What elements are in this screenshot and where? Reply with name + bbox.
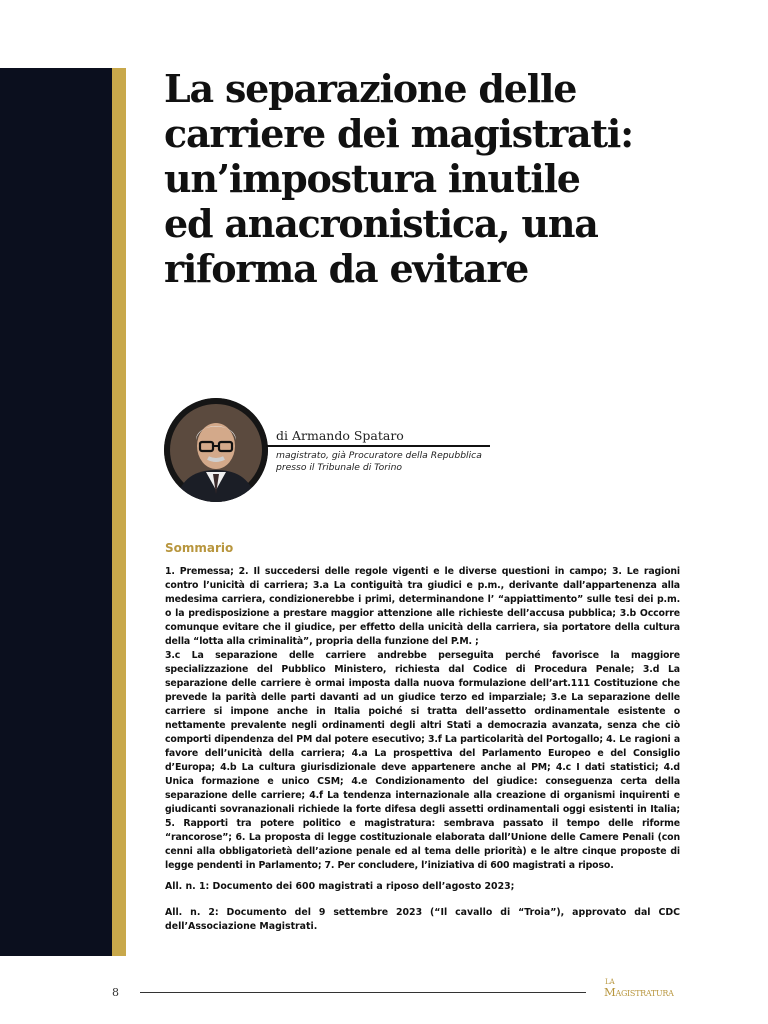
attachments-list <box>165 880 680 946</box>
summary-paragraph: 3.c La separazione delle carriere andrebbe perseguita perché favorisce la maggiore specializzazione del Pubblico Ministero, richiesta dal Codice di Procedura Penale; 3.d La separazione delle carriere è ormai imposta dalla nuova formulazione dell’art.111 Costituzione che prevede la parità delle parti davanti ad un giudice terzo ed imparziale; 3.e La separazione delle carriere si impone anche in Italia poiché si tratta dell’assetto ordinamentale esistente o nettamente prevalente negli ordinamenti degli altri Stati a democrazia avanzata, senza che ciò comporti dipendenza del PM dal potere esecutivo; 3.f La particolarità del Portogallo; 4. Le ragioni a favore dell’unicità della carriera; 4.a La prospettiva del Parlamento Europeo e del Consiglio d’Europa; 4.b La cultura giurisdizionale deve appartenere anche al PM; 4.c I dati statistici; 4.d Unica formazione e unico CSM; 4.e Condizionamento del giudice: conseguenza certa della separazione delle carriere; 4.f La tendenza internazionale alla creazione di organismi inquirenti e giudicanti sovranazionali richiede la forte difesa degli assetti ordinamentali oggi esistenti in Italia; 5. Rapporti tra potere politico e magistratura: sembrava passato il tempo delle riforme “rancorose”; 6. La proposta di legge costituzionale elaborata dall’Unione delle Camere Penali (con cenni alla obbligatorietà dell’azione penale ed al tema delle priorità) e le altre cinque proposte di legge pendenti in Parlamento; 7. Per concludere, l’iniziativa di 600 magistrati a riposo. <box>165 650 680 871</box>
byline-divider <box>266 445 490 447</box>
attachment-item: All. n. 1: Documento dei 600 magistrati a riposo dell’agosto 2023; <box>165 881 515 892</box>
article-title <box>164 66 724 291</box>
footer-divider <box>140 992 586 993</box>
attachment-item: All. n. 2: Documento del 9 settembre 2023 (“Il cavallo di “Troia”), approvato dal CDC dell’Associazione Magistrati. <box>165 907 680 932</box>
sidebar-gold-stripe <box>112 68 126 956</box>
summary-body <box>165 565 680 873</box>
author-role-line: magistrato, già Procuratore della Repubblica <box>276 450 482 461</box>
author-portrait <box>164 398 268 502</box>
title-line: riforma da evitare <box>164 246 529 291</box>
page-number: 8 <box>112 986 119 999</box>
author-role <box>276 450 496 474</box>
logo-wordmark: Magistratura <box>604 985 674 999</box>
magazine-logo <box>604 978 704 1004</box>
logo-prefix: LA <box>605 978 615 986</box>
sidebar-dark-band <box>0 68 112 956</box>
author-byline: di Armando Spataro <box>276 428 404 443</box>
author-role-line: presso il Tribunale di Torino <box>276 462 403 473</box>
summary-heading: Sommario <box>165 541 234 555</box>
title-line: ed anacronistica, una <box>164 201 598 246</box>
title-line: un’impostura inutile <box>164 156 580 201</box>
summary-paragraph: 1. Premessa; 2. Il succedersi delle regole vigenti e le diverse questioni in campo; 3. Le ragioni contro l’unicità di carriera; 3.a La contiguità tra giudici e p.m., derivante dall’appartenenza alla medesima carriera, condizionerebbe i primi, determinandone l’ “appiattimento” sulle tesi dei p.m. o la predisposizione a prestare maggior attenzione alle richieste dell’accusa pubblica; 3.b Occorre comunque evitare che il giudice, per effetto della unicità della carriera, sia portatore della cultura della “lotta alla criminalità”, propria della funzione del P.M. ; <box>165 566 680 647</box>
title-line: La separazione delle <box>164 66 577 111</box>
title-line: carriere dei magistrati: <box>164 111 633 156</box>
